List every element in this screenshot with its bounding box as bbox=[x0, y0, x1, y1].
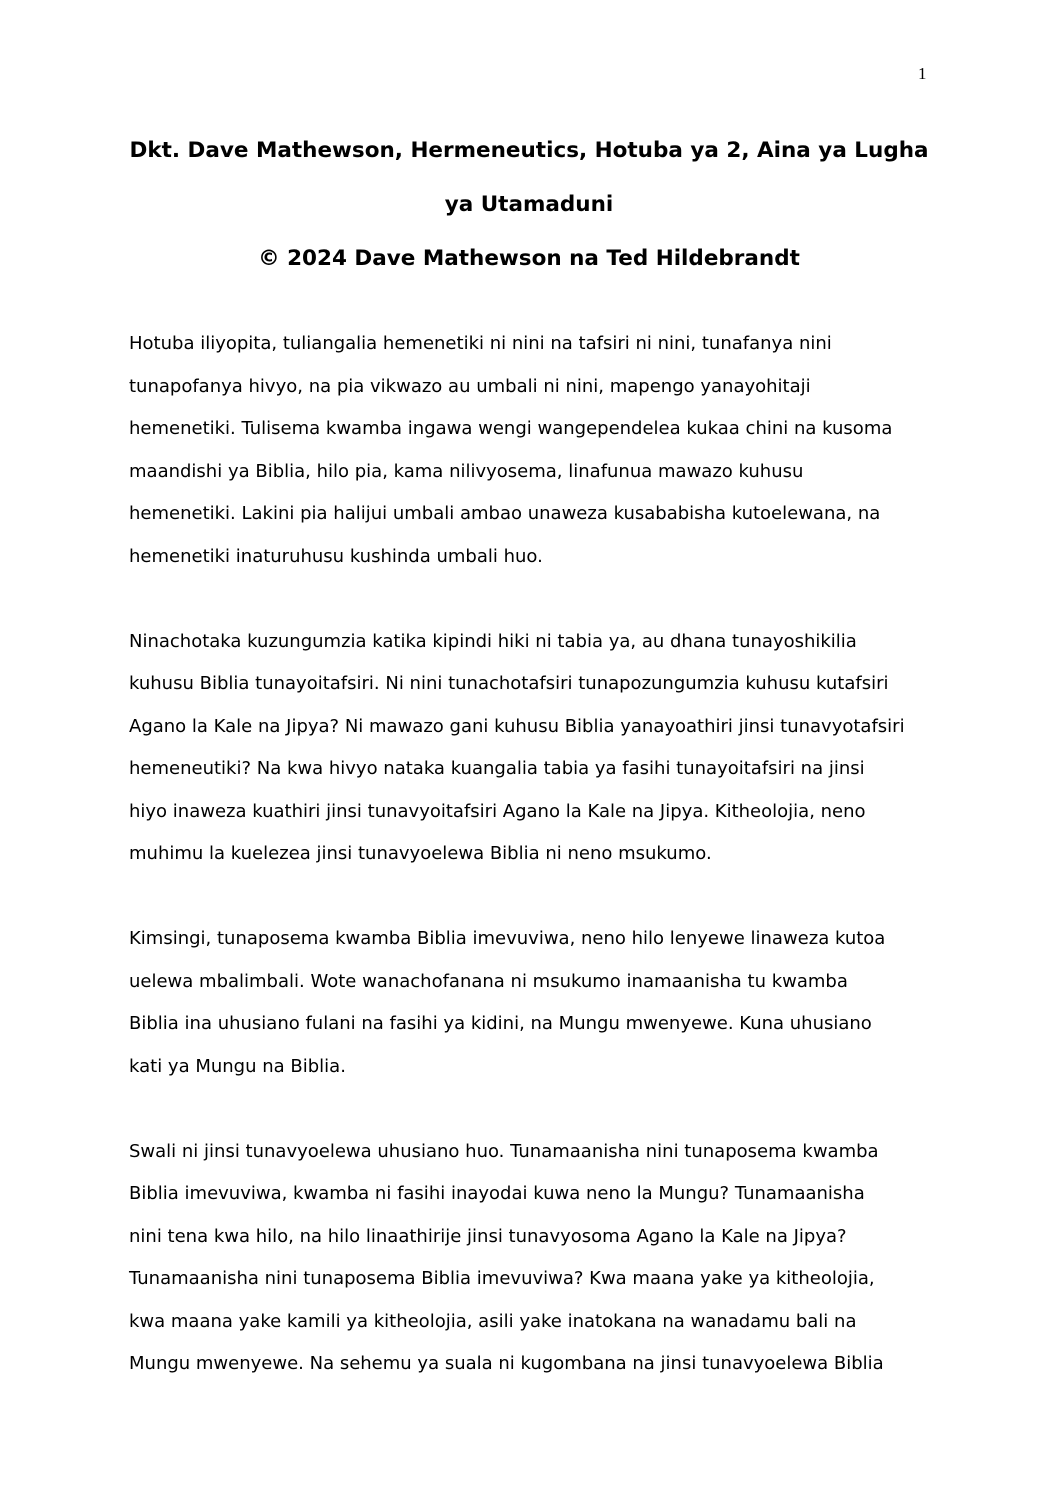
paragraph-line: kwa maana yake kamili ya kitheolojia, asili yake inatokana na wanadamu bali na bbox=[129, 1310, 857, 1332]
title-line-2: ya Utamaduni bbox=[444, 192, 614, 217]
paragraph-line: hemenetiki. Lakini pia halijui umbali ambao unaweza kusababisha kutoelewana, na bbox=[129, 503, 881, 524]
paragraph-line: Hotuba iliyopita, tuliangalia hemenetiki ni nini na tafsiri ni nini, tunafanya nini bbox=[129, 333, 832, 354]
paragraph-line: Swali ni jinsi tunavyoelewa uhusiano huo. Tunamaanisha nini tunaposema kwamba bbox=[129, 1140, 879, 1162]
paragraph-3 bbox=[129, 918, 939, 1088]
paragraph-line: kuhusu Biblia tunayoitafsiri. Ni nini tunachotafsiri tunapozungumzia kuhusu kutafsiri bbox=[129, 673, 889, 694]
paragraph-line: Kimsingi, tunaposema kwamba Biblia imevuviwa, neno hilo lenyewe linaweza kutoa bbox=[129, 928, 886, 949]
paragraph-line: Biblia ina uhusiano fulani na fasihi ya kidini, na Mungu mwenyewe. Kuna uhusiano bbox=[129, 1013, 872, 1034]
paragraph-line: hemeneutiki? Na kwa hivyo nataka kuangalia tabia ya fasihi tunayoitafsiri na jinsi bbox=[129, 758, 865, 779]
paragraph-line: Tunamaanisha nini tunaposema Biblia imevuviwa? Kwa maana yake ya kitheolojia, bbox=[129, 1268, 875, 1289]
paragraph-line: uelewa mbalimbali. Wote wanachofanana ni msukumo inamaanisha tu kwamba bbox=[129, 970, 848, 992]
document-title bbox=[128, 124, 930, 286]
paragraph-2 bbox=[129, 621, 939, 876]
paragraph-line: hemenetiki inaturuhusu kushinda umbali huo. bbox=[129, 545, 543, 567]
paragraph-1 bbox=[129, 323, 939, 578]
paragraph-line: Mungu mwenyewe. Na sehemu ya suala ni kugombana na jinsi tunavyoelewa Biblia bbox=[129, 1353, 884, 1374]
paragraph-line: muhimu la kuelezea jinsi tunavyoelewa Biblia ni neno msukumo. bbox=[129, 843, 712, 864]
paragraph-line: maandishi ya Biblia, hilo pia, kama nilivyosema, linafunua mawazo kuhusu bbox=[129, 460, 804, 482]
paragraph-line: hemenetiki. Tulisema kwamba ingawa wengi wangependelea kukaa chini na kusoma bbox=[129, 418, 893, 439]
paragraph-line: Biblia imevuviwa, kwamba ni fasihi inayodai kuwa neno la Mungu? Tunamaanisha bbox=[129, 1183, 865, 1204]
title-line-1: Dkt. Dave Mathewson, Hermeneutics, Hotuba ya 2, Aina ya Lugha bbox=[129, 138, 929, 163]
body-text bbox=[129, 323, 939, 1428]
page-number: 1 bbox=[918, 64, 927, 83]
paragraph-line: nini tena kwa hilo, na hilo linaathirije jinsi tunavyosoma Agano la Kale na Jipya? bbox=[129, 1225, 847, 1247]
paragraph-4 bbox=[129, 1131, 939, 1386]
paragraph-line: Ninachotaka kuzungumzia katika kipindi hiki ni tabia ya, au dhana tunayoshikilia bbox=[129, 630, 857, 652]
paragraph-line: Agano la Kale na Jipya? Ni mawazo gani kuhusu Biblia yanayoathiri jinsi tunavyotafsiri bbox=[129, 715, 905, 737]
paragraph-line: hiyo inaweza kuathiri jinsi tunavyoitafsiri Agano la Kale na Jipya. Kitheolojia, neno bbox=[129, 800, 866, 822]
copyright-line: © 2024 Dave Mathewson na Ted Hildebrandt bbox=[258, 246, 800, 271]
paragraph-line: tunapofanya hivyo, na pia vikwazo au umbali ni nini, mapengo yanayohitaji bbox=[129, 375, 811, 397]
paragraph-line: kati ya Mungu na Biblia. bbox=[129, 1055, 346, 1077]
